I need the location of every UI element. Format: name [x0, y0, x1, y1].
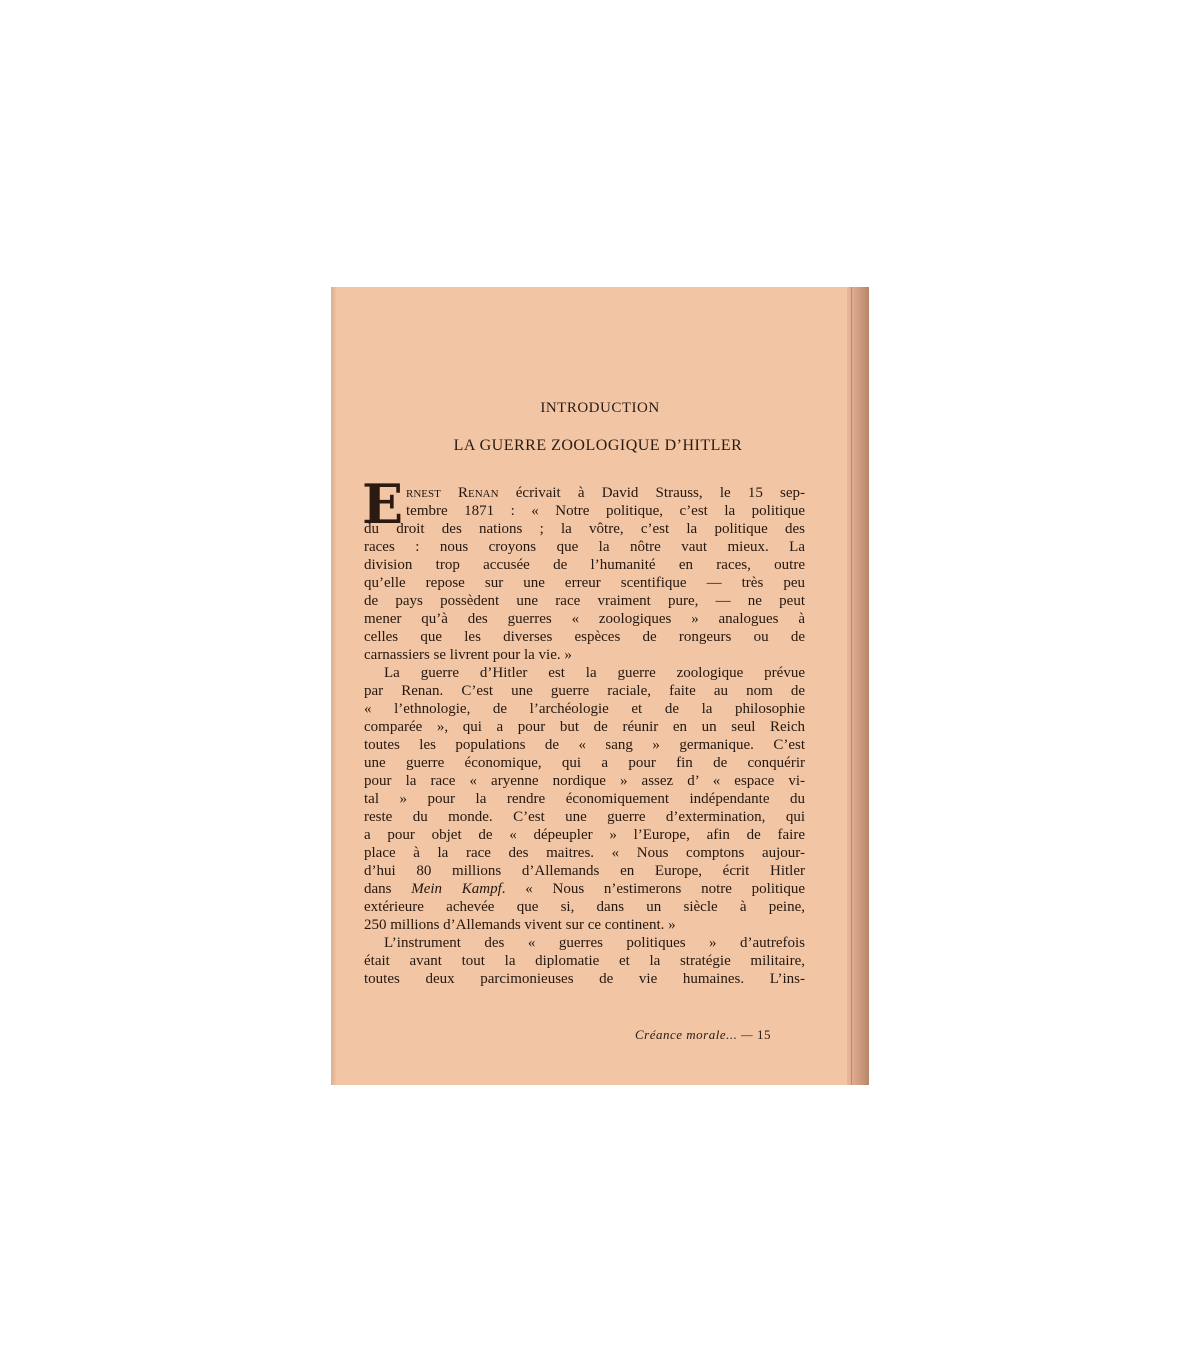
section-heading: INTRODUCTION [540, 400, 660, 416]
text-line: était avant tout la diplomatie et la stratégie militaire, [364, 953, 805, 969]
text-line: du droit des nations ; la vôtre, c’est la politique des [364, 521, 805, 537]
text-line: L’instrument des « guerres politiques » d’autrefois [384, 935, 805, 951]
text-line: division trop accusée de l’humanité en races, outre [364, 557, 805, 573]
text-line: mener qu’à des guerres « zoologiques » analogues à [364, 611, 805, 627]
text-line: celles que les diverses espèces de rongeurs ou de [364, 629, 805, 645]
page-number: 15 [756, 1027, 771, 1042]
paragraph-3 [364, 934, 805, 988]
text-line: dans Mein Kampf. « Nous n’estimerons notre politique [364, 881, 805, 897]
text-line: une guerre économique, qui a pour fin de conquérir [364, 755, 805, 771]
book-page [331, 287, 869, 1085]
text-line: extérieure achevée que si, dans un siècle à peine, [364, 899, 805, 915]
text-line: place à la race des maitres. « Nous comptons aujour- [364, 845, 805, 861]
text-line: carnassiers se livrent pour la vie. » [364, 647, 572, 663]
text-line: a pour objet de « dépeupler » l’Europe, afin de faire [364, 827, 805, 843]
text-line: races : nous croyons que la nôtre vaut mieux. La [364, 539, 805, 555]
text-line: d’hui 80 millions d’Allemands en Europe, écrit Hitler [364, 863, 805, 879]
text-line: La guerre d’Hitler est la guerre zoologique prévue [384, 665, 805, 681]
chapter-title: LA GUERRE ZOOLOGIQUE D’HITLER [453, 437, 743, 454]
text-line: pour la race « aryenne nordique » assez d’ « espace vi- [364, 773, 805, 789]
text-line: rnest Renan écrivait à David Strauss, le 15 sep- [406, 485, 805, 501]
text-line: tembre 1871 : « Notre politique, c’est la politique [406, 503, 805, 519]
text-line: toutes deux parcimonieuses de vie humaines. L’ins- [364, 971, 805, 987]
text-line: toutes les populations de « sang » germanique. C’est [364, 737, 805, 753]
text-line: « l’ethnologie, de l’archéologie et de la philosophie [364, 701, 805, 717]
paragraph-2 [364, 664, 805, 934]
text-line: de pays possèdent une race vraiment pure, — ne peut [364, 593, 805, 609]
text-line: qu’elle repose sur une erreur scentifique — très peu [364, 575, 805, 591]
paragraph-1 [362, 472, 805, 664]
signature-mark: Créance morale... — [635, 1027, 754, 1042]
body-text [362, 472, 805, 988]
text-line: comparée », qui a pour but de réunir en un seul Reich [364, 719, 805, 735]
page-footer [635, 1027, 771, 1043]
text-line: par Renan. C’est une guerre raciale, faite au nom de [364, 683, 805, 699]
text-line: reste du monde. C’est une guerre d’extermination, qui [364, 809, 805, 825]
drop-cap: E [362, 472, 404, 536]
text-line: tal » pour la rendre économiquement indépendante du [364, 791, 805, 807]
text-line: 250 millions d’Allemands vivent sur ce continent. » [364, 917, 676, 933]
